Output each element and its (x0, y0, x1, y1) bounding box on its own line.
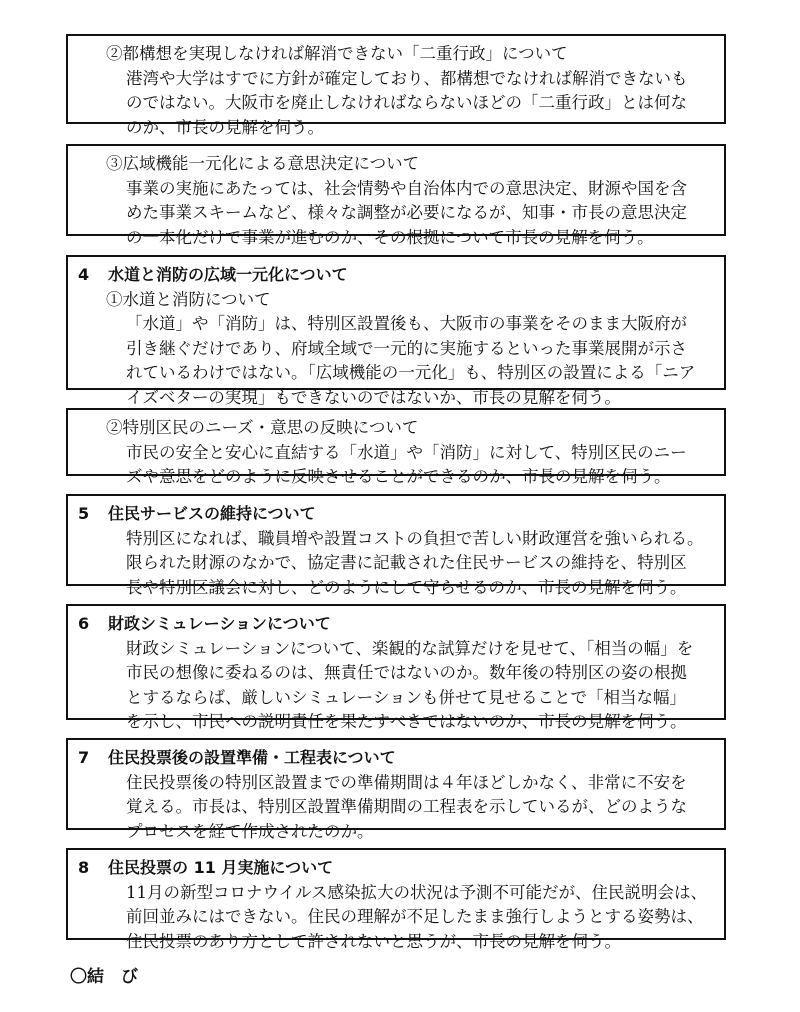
body-line: 市民の想像に委ねるのは、無責任ではないのか。数年後の特別区の姿の根拠 (126, 663, 687, 682)
section-box-7-preparation-schedule (66, 738, 726, 841)
body-line: イズベターの実現」もできないのではないか、市長の見解を伺う。 (126, 387, 621, 407)
body-line: を示し、市民への説明責任を果たすべきではないのか、市長の見解を伺う。 (126, 712, 687, 731)
section-title: 住民サービスの維持について (108, 504, 316, 523)
body-line: のではない。大阪市を廃止しなければならないほどの「二重行政」とは何な (126, 93, 687, 112)
section-number: 7 (78, 748, 90, 767)
body-line: 事業の実施にあたっては、社会情勢や自治体内での意思決定、財源や国を含 (126, 178, 687, 198)
body-line: 覚える。市長は、特別区設置準備期間の工程表を示しているが、どのような (126, 797, 687, 816)
body-line: 財政シミュレーションについて、楽観的な試算だけを見せて、「相当の幅」を (126, 638, 694, 658)
section-title: 住民投票後の設置準備・工程表について (108, 748, 396, 767)
section-box-decision-making (66, 144, 726, 247)
section-title: 住民投票の 11 月実施について (108, 858, 334, 877)
section-number: 6 (78, 614, 90, 633)
body-line: 11月の新型コロナウイルス感染拡大の状況は予測不可能だが、住民説明会は、 (126, 882, 708, 902)
section-box-5-resident-services (66, 494, 726, 597)
section-number: 8 (78, 858, 90, 877)
body-line: 港湾や大学はすでに方針が確定しており、都構想でなければ解消できないも (126, 68, 688, 88)
section-number: 4 (78, 265, 90, 284)
body-line: 限られた財源のなかで、協定書に記載された住民サービスの維持を、特別区 (126, 553, 687, 572)
section-heading (78, 502, 714, 527)
subheading: ②都構想を実現しなければ解消できない「二重行政」について (106, 44, 568, 63)
body-line: 長や特別区議会に対し、どのようにして守らせるのか、市長の見解を伺う。 (126, 577, 687, 597)
body-line: 引き継ぐだけであり、府域全域で一元的に実施するといった事業展開が示さ (126, 338, 687, 358)
subheading: ②特別区民のニーズ・意思の反映について (106, 418, 419, 437)
body-line: ズや意思をどのように反映させることができるのか、市長の見解を伺う。 (126, 467, 671, 486)
section-heading (78, 263, 714, 288)
body-line: の一本化だけで事業が進むのか、その根拠について市長の見解を伺う。 (126, 227, 654, 247)
body-line: プロセスを経て作成されたのか。 (126, 821, 374, 841)
subheading: ③広域機能一元化による意思決定について (106, 154, 420, 173)
body-line: 「水道」や「消防」は、特別区設置後も、大阪市の事業をそのまま大阪府が (126, 314, 687, 333)
section-box-resident-needs (66, 408, 726, 486)
section-heading (78, 856, 714, 881)
section-heading (78, 746, 714, 771)
section-number: 5 (78, 504, 90, 523)
body-line: 市民の安全と安心に直結する「水道」や「消防」に対して、特別区民のニー (126, 442, 687, 462)
section-box-8-november-vote (66, 848, 726, 951)
section-box-4-water-fire (66, 255, 726, 407)
section-title: 水道と消防の広域一元化について (108, 265, 348, 284)
body-line: れているわけではない。「広域機能の一元化」も、特別区の設置による「ニア (126, 363, 696, 382)
section-title: 財政シミュレーションについて (108, 614, 331, 633)
body-line: 住民投票のあり方として許されないと思うが、市長の見解を伺う。 (126, 931, 621, 951)
body-line: 前回並みにはできない。住民の理解が不足したまま強行しようとする姿勢は、 (126, 907, 704, 926)
section-heading (78, 612, 714, 637)
section-box-6-financial-simulation (66, 604, 726, 731)
body-line: 住民投票後の特別区設置までの準備期間は４年ほどしかなく、非常に不安を (126, 772, 687, 792)
section-box-dual-administration (66, 34, 726, 137)
body-line: とするならば、厳しいシミュレーションも併せて見せることで「相当な幅」 (126, 687, 687, 707)
body-line: のか、市長の見解を伺う。 (126, 117, 324, 137)
body-line: 特別区になれば、職員増や設置コストの負担で苦しい財政運営を強いられる。 (126, 528, 704, 548)
subheading: ①水道と消防について (106, 289, 271, 309)
body-line: めた事業スキームなど、様々な調整が必要になるが、知事・市長の意思決定 (126, 203, 687, 222)
closing-heading: 〇結 び (70, 967, 138, 987)
